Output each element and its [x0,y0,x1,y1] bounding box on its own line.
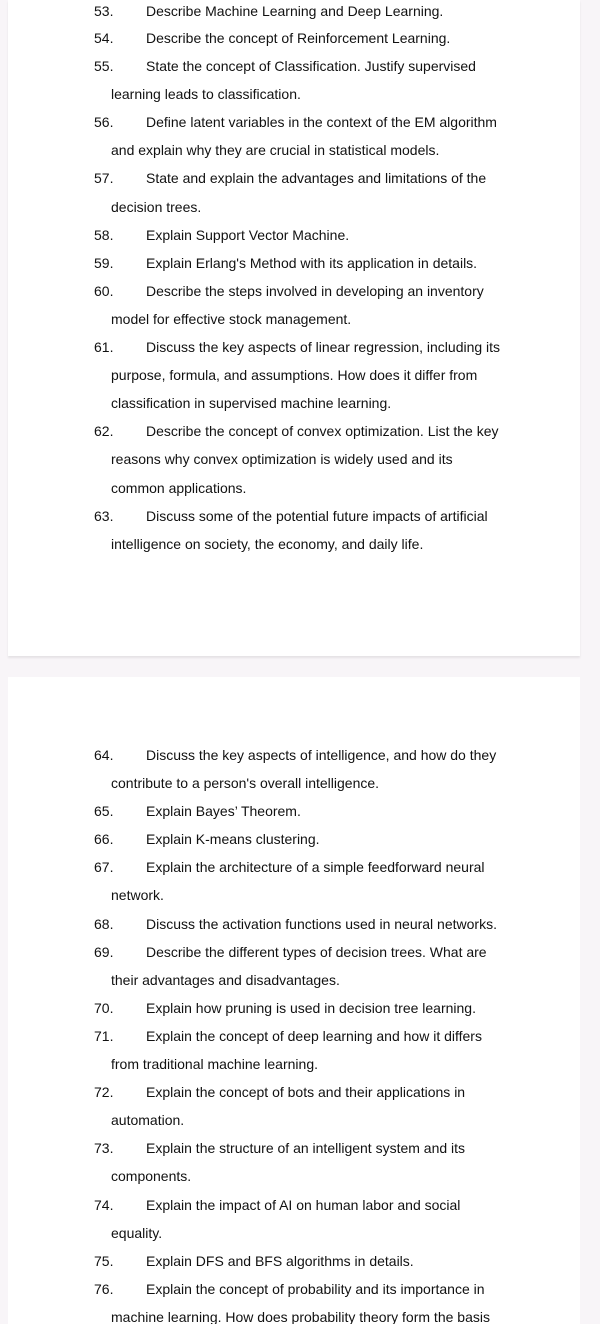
question-number: 65. [94,803,114,820]
question-continuation [8,389,580,417]
question-number: 70. [94,999,114,1016]
question-text: Describe the steps involved in developing an inventory [146,282,484,299]
question-text: Explain the concept of deep learning and how it differs [146,1027,482,1044]
question-continuation [8,1050,580,1078]
question-number: 54. [94,30,114,46]
question-list-page-2 [8,741,580,1324]
question-item [8,1078,580,1106]
document-page-2 [8,677,580,1324]
question-item [8,108,580,136]
question-item [8,1191,580,1219]
question-text: intelligence on society, the economy, and daily life. [111,535,424,552]
question-text: Explain K-means clustering. [146,831,320,848]
question-text: equality. [111,1224,163,1241]
question-text: Describe Machine Learning and Deep Learning. [146,3,444,19]
question-continuation [8,193,580,221]
question-continuation [8,445,580,473]
question-number: 64. [94,747,114,763]
question-text: automation. [111,1112,185,1129]
question-number: 59. [94,254,114,271]
question-item [8,1247,580,1275]
question-text: learning leads to classification. [111,86,301,103]
question-item [8,853,580,881]
question-continuation [8,1162,580,1190]
question-item [8,938,580,966]
question-number: 53. [94,3,114,19]
question-text: network. [111,887,164,904]
question-item [8,221,580,249]
question-text: Describe the concept of Reinforcement Learning. [146,30,451,46]
question-continuation [8,881,580,909]
question-text: common applications. [111,479,247,496]
question-continuation [8,1303,580,1324]
question-text: Explain Bayes’ Theorem. [146,803,301,820]
document-page-1 [8,0,580,656]
question-text: model for effective stock management. [111,310,352,327]
question-continuation [8,1106,580,1134]
question-item [8,333,580,361]
question-number: 62. [94,423,114,440]
question-number: 76. [94,1280,114,1297]
question-continuation [8,1219,580,1247]
question-text: Explain the concept of probability and its importance in [146,1280,485,1297]
question-number: 61. [94,339,114,356]
question-item [8,502,580,530]
question-continuation [8,474,580,502]
question-text: Explain the impact of AI on human labor and social [146,1196,461,1213]
question-text: Explain the structure of an intelligent system and its [146,1140,466,1157]
question-list-page-1 [8,0,580,558]
question-text: contribute to a person's overall intelligence. [111,775,380,792]
question-number: 56. [94,114,114,131]
question-number: 67. [94,859,114,876]
question-item [8,1022,580,1050]
question-number: 75. [94,1252,114,1269]
question-item [8,249,580,277]
question-number: 73. [94,1140,114,1157]
question-item [8,1275,580,1303]
question-text: Explain the concept of bots and their applications in [146,1084,466,1101]
question-continuation [8,305,580,333]
question-number: 66. [94,831,114,848]
question-item [8,910,580,938]
question-number: 69. [94,943,114,960]
question-item [8,277,580,305]
question-item [8,0,580,24]
question-text: Explain the architecture of a simple feedforward neural [146,859,485,876]
question-text: Explain DFS and BFS algorithms in details. [146,1252,414,1269]
question-text: Describe the different types of decision trees. What are [146,943,487,960]
question-text: classification in supervised machine learning. [111,395,392,412]
question-number: 74. [94,1196,114,1213]
question-text: Explain Erlang's Method with its application in details. [146,254,478,271]
question-number: 72. [94,1084,114,1101]
question-number: 71. [94,1027,114,1044]
question-item [8,417,580,445]
question-continuation [8,966,580,994]
question-number: 57. [94,170,114,187]
question-text: Describe the concept of convex optimization. List the key [146,423,499,440]
question-text: State the concept of Classification. Justify supervised [146,58,476,75]
question-text: Define latent variables in the context of the EM algorithm [146,114,497,131]
question-text: Explain Support Vector Machine. [146,226,350,243]
question-text: purpose, formula, and assumptions. How does it differ from [111,367,478,384]
question-text: components. [111,1168,192,1185]
question-item [8,741,580,769]
question-text: reasons why convex optimization is widely used and its [111,451,453,468]
question-number: 68. [94,915,114,932]
question-text: Discuss the key aspects of intelligence, and how do they [146,747,497,763]
question-item [8,825,580,853]
question-item [8,994,580,1022]
question-item [8,1134,580,1162]
question-continuation [8,136,580,164]
question-continuation [8,80,580,108]
question-item [8,52,580,80]
question-text: decision trees. [111,198,202,215]
question-number: 55. [94,58,114,75]
question-number: 58. [94,226,114,243]
question-text: and explain why they are crucial in statistical models. [111,142,440,159]
question-continuation [8,530,580,558]
question-continuation [8,769,580,797]
question-continuation [8,361,580,389]
question-text: from traditional machine learning. [111,1056,318,1073]
question-text: Discuss the key aspects of linear regression, including its [146,339,501,356]
question-item [8,797,580,825]
question-text: machine learning. How does probability theory form the basis [111,1308,490,1324]
question-text: Discuss the activation functions used in neural networks. [146,915,497,932]
question-item [8,164,580,192]
question-text: State and explain the advantages and limitations of the [146,170,487,187]
question-text: their advantages and disadvantages. [111,971,340,988]
question-text: Explain how pruning is used in decision tree learning. [146,999,476,1016]
question-number: 60. [94,282,114,299]
question-text: Discuss some of the potential future impacts of artificial [146,507,488,524]
question-number: 63. [94,507,114,524]
question-item [8,24,580,52]
